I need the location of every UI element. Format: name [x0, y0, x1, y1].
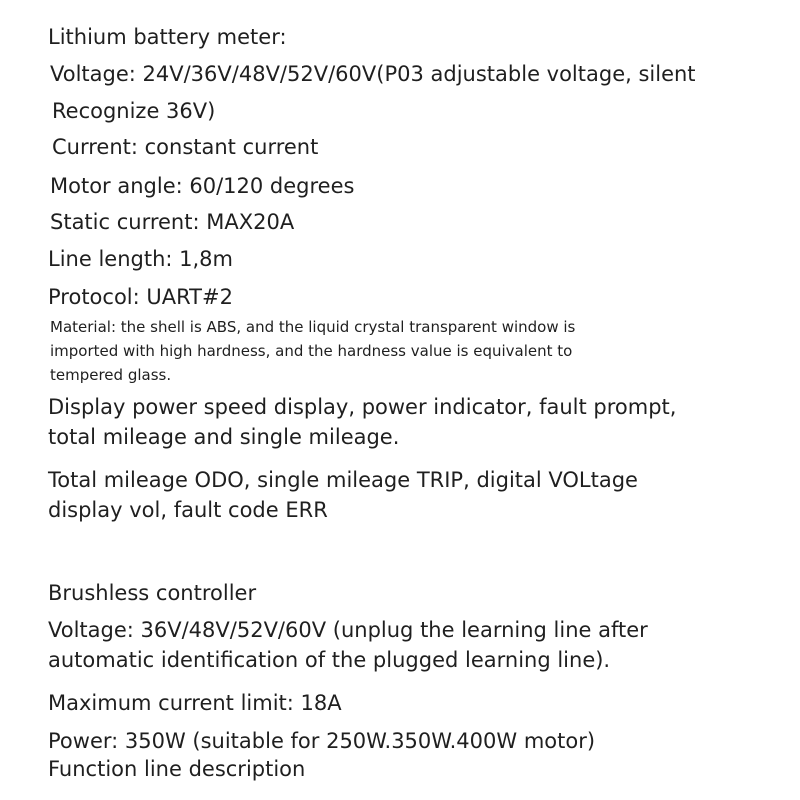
- meter-mileage-line-2: display vol, fault code ERR: [48, 498, 328, 522]
- meter-display-line-1: Display power speed display, power indicator, fault prompt,: [48, 395, 677, 419]
- meter-current: Current: constant current: [52, 135, 319, 159]
- controller-max-current: Maximum current limit: 18A: [48, 691, 342, 715]
- meter-material-line-3: tempered glass.: [50, 366, 172, 384]
- controller-voltage-line-2: automatic identification of the plugged learning line).: [48, 648, 611, 672]
- meter-voltage-line-2: Recognize 36V): [52, 99, 216, 123]
- meter-line-length: Line length: 1,8m: [48, 247, 233, 271]
- meter-display-line-2: total mileage and single mileage.: [48, 425, 400, 449]
- meter-voltage-line-1: Voltage: 24V/36V/48V/52V/60V(P03 adjustable voltage, silent: [50, 62, 696, 86]
- meter-motor-angle: Motor angle: 60/120 degrees: [50, 174, 355, 198]
- meter-static-current: Static current: MAX20A: [50, 210, 295, 234]
- meter-title: Lithium battery meter:: [48, 25, 287, 49]
- meter-material-line-2: imported with high hardness, and the hardness value is equivalent to: [50, 342, 573, 360]
- controller-function-line: Function line description: [48, 757, 306, 781]
- controller-title: Brushless controller: [48, 581, 257, 605]
- meter-protocol: Protocol: UART#2: [48, 285, 233, 309]
- meter-mileage-line-1: Total mileage ODO, single mileage TRIP, digital VOLtage: [48, 468, 638, 492]
- controller-voltage-line-1: Voltage: 36V/48V/52V/60V (unplug the learning line after: [48, 618, 648, 642]
- controller-power: Power: 350W (suitable for 250W.350W.400W motor): [48, 729, 596, 753]
- meter-material-line-1: Material: the shell is ABS, and the liquid crystal transparent window is: [50, 318, 576, 336]
